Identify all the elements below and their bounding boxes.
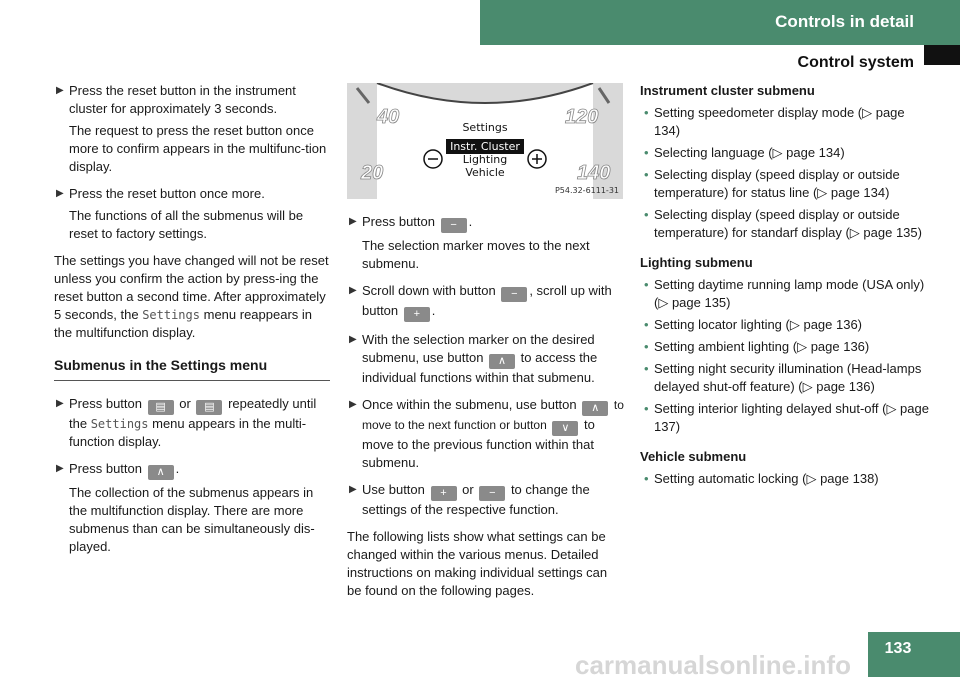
tick-label: 140	[577, 162, 611, 184]
step-note: The functions of all the submenus will be reset to factory settings.	[69, 208, 304, 241]
bullet-icon: •	[644, 317, 649, 332]
subsection-title: Control system	[797, 54, 914, 71]
section-heading: Submenus in the Settings menu	[54, 356, 330, 381]
bullet-icon: •	[644, 361, 649, 376]
text: repeatedly until the	[69, 396, 317, 431]
minus-icon: −	[441, 218, 467, 233]
page-number: 133	[884, 640, 912, 657]
list-text: Setting daytime running lamp mode (USA only) (▷ page 135)	[654, 277, 925, 310]
list-item	[640, 360, 930, 396]
text: menu reappears in the multifunction display.	[54, 307, 313, 340]
step: ▶ Press button ∧ .	[56, 461, 180, 478]
instrument-cluster-illustration	[347, 83, 623, 199]
tick-label: 120	[565, 106, 599, 128]
list-item	[640, 338, 930, 356]
section-title: Controls in detail	[775, 12, 914, 31]
bullet-icon: •	[644, 401, 649, 416]
list-text: Selecting language (▷ page 134)	[654, 145, 845, 160]
menu-item: Vehicle	[465, 166, 505, 179]
menu-item-selected: Instr. Cluster	[450, 140, 520, 153]
list-text: Setting night security illumination (Head-lamps delayed shut-off feature) (▷ page 136)	[654, 361, 922, 394]
tick-label: 20	[361, 162, 384, 184]
step-note: The collection of the submenus appears in the multifunction display. There are more submenus than can be simultaneously dis-played.	[69, 485, 315, 554]
arrow-icon: ▶	[349, 285, 357, 296]
submenu-heading: Instrument cluster submenu	[640, 83, 815, 98]
submenu-heading: Lighting submenu	[640, 255, 753, 270]
arrow-icon: ▶	[56, 85, 64, 96]
text: Once within the submenu, use button	[362, 397, 577, 412]
column-3	[640, 82, 930, 492]
list-text: Setting locator lighting (▷ page 136)	[654, 317, 863, 332]
step-text: Press the reset button once more.	[69, 186, 265, 201]
step	[347, 396, 625, 472]
chevron-up-icon: ∧	[489, 354, 515, 369]
arrow-icon: ▶	[349, 484, 357, 495]
text: , scroll up with button	[362, 283, 612, 318]
bullet-icon: •	[644, 105, 649, 120]
arrow-icon: ▶	[349, 216, 357, 227]
gauge-svg	[347, 83, 623, 199]
chevron-up-icon: ∧	[582, 401, 608, 416]
step	[54, 395, 330, 451]
list-item	[640, 400, 930, 436]
chevron-down-icon: ∨	[552, 421, 578, 436]
step	[54, 185, 330, 203]
text: or	[179, 396, 191, 411]
step-note: The request to press the reset button once more to confirm appears in the multifunc-tion display.	[69, 123, 327, 174]
arrow-icon: ▶	[56, 188, 64, 199]
text: Press button	[362, 214, 435, 229]
step-text: Press the reset button in the instrument cluster for approximately 3 seconds.	[69, 83, 296, 116]
step	[347, 481, 625, 519]
bullet-icon: •	[644, 167, 649, 182]
menu-item: Lighting	[462, 153, 508, 166]
text: Use button	[362, 482, 425, 497]
list-item	[640, 144, 930, 162]
chevron-up-icon: ∧	[148, 465, 174, 480]
bullet-icon: •	[644, 339, 649, 354]
text: to move to the previous function within that submenu.	[362, 417, 595, 470]
display-text: Settings	[90, 417, 149, 431]
step-note: The selection marker moves to the next submenu.	[362, 238, 590, 271]
menu-item: Settings	[462, 121, 508, 134]
text: or	[462, 482, 474, 497]
text: Press button	[69, 396, 142, 411]
plus-icon: +	[431, 486, 457, 501]
arrow-icon: ▶	[349, 334, 357, 345]
step	[54, 82, 330, 118]
tick-label: 40	[377, 106, 400, 128]
bullet-icon: •	[644, 277, 649, 292]
plus-icon: +	[404, 307, 430, 322]
text: Scroll down with button	[362, 283, 496, 298]
list-text: Setting automatic locking (▷ page 138)	[654, 471, 879, 486]
text: Press button	[69, 461, 142, 476]
column-2	[347, 213, 625, 609]
arrow-icon: ▶	[349, 399, 357, 410]
header-marker	[924, 45, 960, 65]
column-1	[54, 82, 330, 565]
text: to access the individual functions within that submenu.	[362, 350, 598, 385]
paragraph	[54, 252, 330, 342]
screen-back-icon: ▤	[148, 400, 174, 415]
arrow-icon: ▶	[56, 398, 64, 409]
bullet-icon: •	[644, 471, 649, 486]
minus-icon: −	[501, 287, 527, 302]
list-item	[640, 166, 930, 202]
list-item	[640, 316, 930, 334]
list-item	[640, 206, 930, 242]
text: to change the settings of the respective function.	[362, 482, 590, 517]
list-item	[640, 470, 930, 488]
list-item	[640, 276, 930, 312]
step: ▶ Scroll down with button − , scroll up with button + .	[349, 283, 612, 320]
bullet-icon: •	[644, 207, 649, 222]
paragraph: The following lists show what settings can be changed within the various menus. Detailed instructions on making individual settings can be found on the following pages.	[347, 529, 608, 598]
step: ▶ Press button − .	[349, 214, 473, 231]
list-text: Setting speedometer display mode (▷ page 134)	[654, 105, 905, 138]
text: menu appears in the multi-function display.	[69, 416, 307, 449]
step	[347, 331, 625, 387]
screen-forward-icon: ▤	[196, 400, 222, 415]
header-bar	[480, 0, 960, 45]
text: With the selection marker on the desired submenu, use button	[362, 332, 595, 365]
page-number-box	[868, 632, 960, 677]
minus-icon: −	[479, 486, 505, 501]
list-text: Setting interior lighting delayed shut-off (▷ page 137)	[654, 401, 929, 434]
list-text: Selecting display (speed display or outside temperature) for standarf display (▷ page 135)	[654, 207, 922, 240]
text: to move to the next function or button	[362, 398, 624, 432]
watermark: carmanualsonline.info	[575, 650, 851, 680]
figure-code: P54.32-6111-31	[554, 186, 619, 195]
display-text: Settings	[142, 308, 200, 322]
submenu-heading: Vehicle submenu	[640, 449, 747, 464]
list-item	[640, 104, 930, 140]
bullet-icon: •	[644, 145, 649, 160]
text: The settings you have changed will not be reset unless you confirm the action by press-ing the reset button a second time. After approximately 5 seconds, the	[54, 253, 329, 322]
arrow-icon: ▶	[56, 463, 64, 474]
list-text: Setting ambient lighting (▷ page 136)	[654, 339, 870, 354]
list-text: Selecting display (speed display or outside temperature) for status line (▷ page 134)	[654, 167, 900, 200]
